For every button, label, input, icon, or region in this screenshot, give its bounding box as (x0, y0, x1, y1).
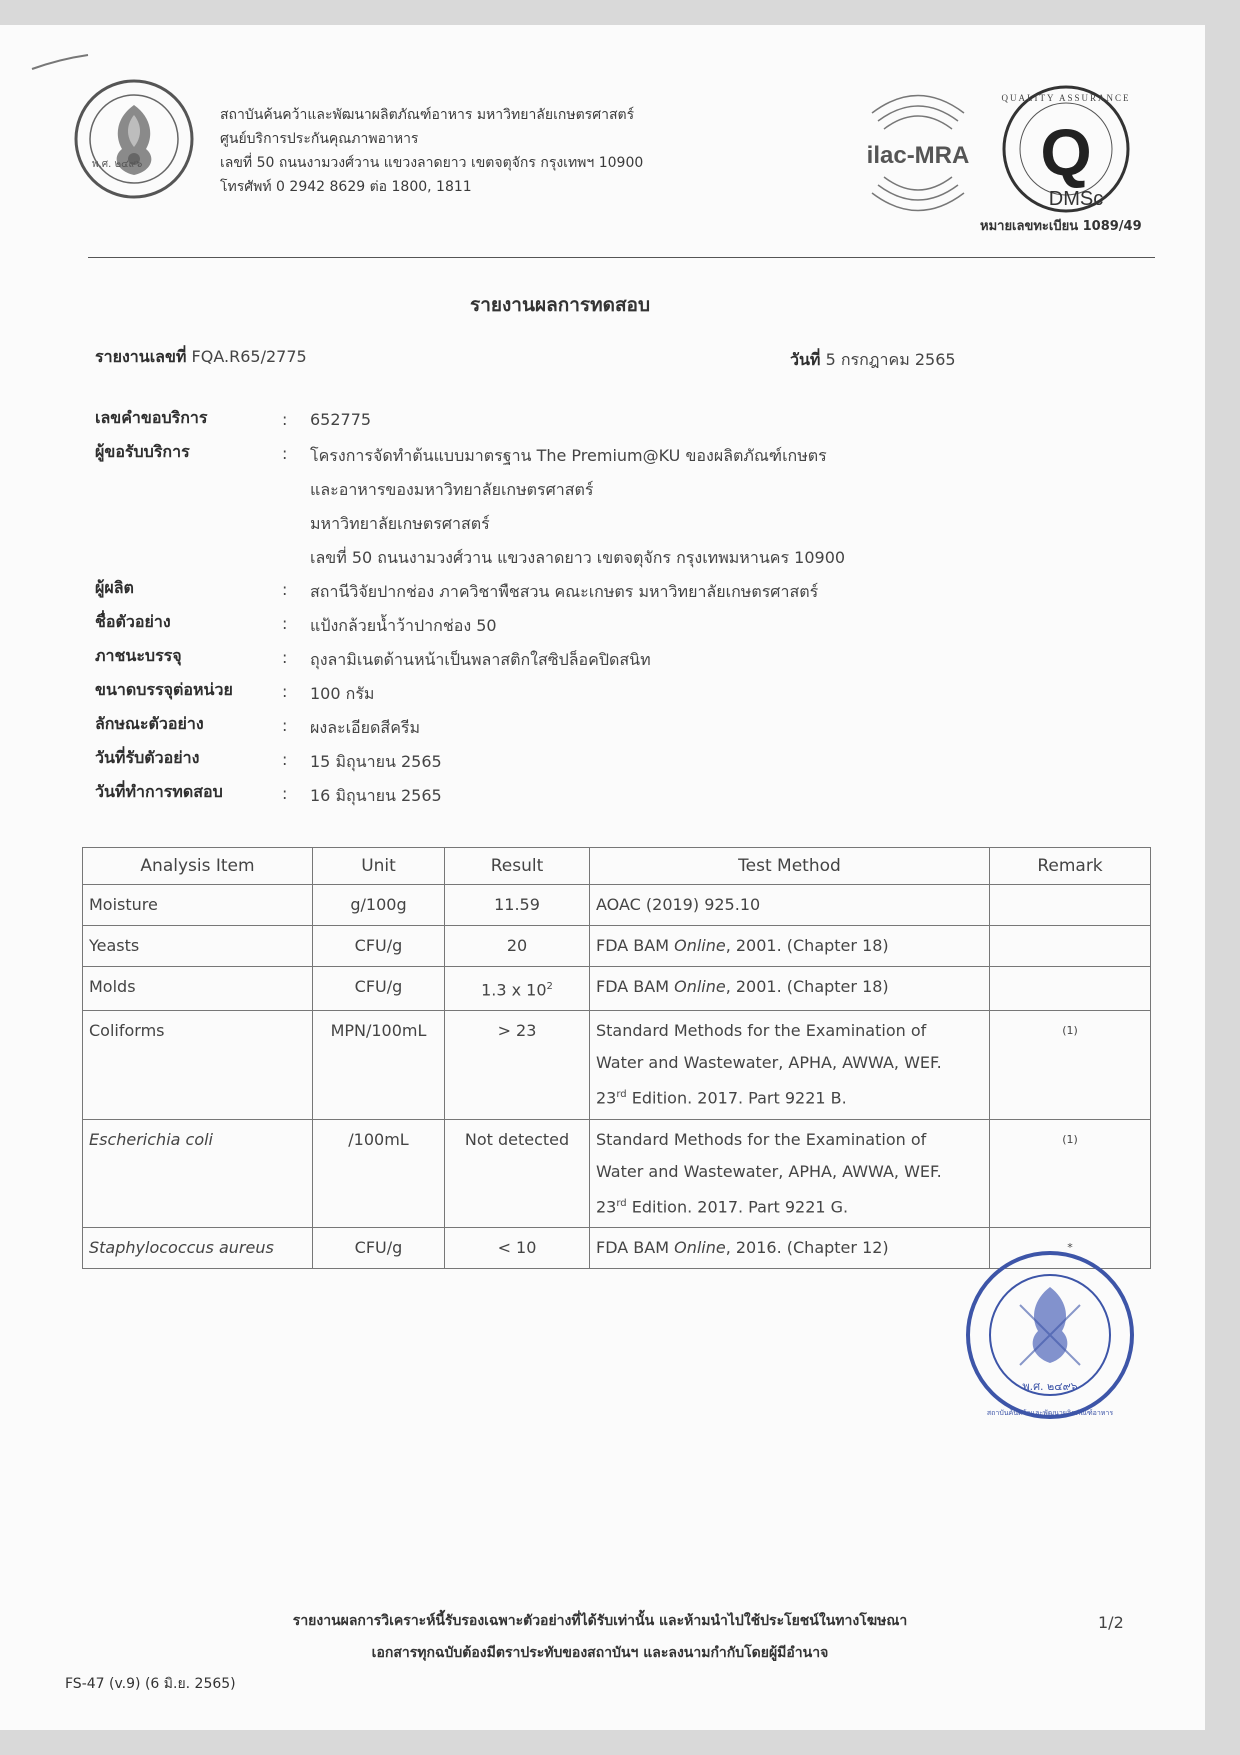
table-row (83, 926, 1151, 967)
producer-label: ผู้ผลิต (95, 578, 134, 597)
colon: : (282, 648, 288, 667)
qa-dmsc: DMSc (1048, 188, 1104, 210)
quality-assurance-logo-icon (996, 77, 1136, 227)
cell-method: FDA BAM Online, 2001. (Chapter 18) (590, 926, 990, 967)
report-date-value: 5 กรกฎาคม 2565 (825, 350, 956, 369)
cell-method: FDA BAM Online, 2016. (Chapter 12) (590, 1227, 990, 1268)
header-unit: Unit (313, 848, 445, 885)
cell-unit: CFU/g (313, 926, 445, 967)
received-date-label: วันที่รับตัวอย่าง (95, 748, 200, 767)
header-divider (88, 257, 1155, 258)
university-seal-icon (72, 77, 197, 202)
header-test-method: Test Method (590, 848, 990, 885)
cell-result: > 23 (445, 1011, 590, 1119)
colon: : (282, 444, 288, 463)
report-title: รายงานผลการทดสอบ (470, 294, 651, 316)
cell-remark (990, 926, 1151, 967)
client-line-3: มหาวิทยาลัยเกษตรศาสตร์ (310, 514, 490, 533)
sample-name-label: ชื่อตัวอย่าง (95, 612, 171, 631)
cell-unit: MPN/100mL (313, 1011, 445, 1119)
cell-method: Standard Methods for the Examination of Water and Wastewater, APHA, AWWA, WEF. 23rd Edition. 2017. Part 9221 G. (590, 1119, 990, 1227)
registration-number: หมายเลขทะเบียน 1089/49 (980, 219, 1142, 234)
client-line-1: โครงการจัดทำต้นแบบมาตรฐาน The Premium@KU ของผลิตภัณฑ์เกษตร (310, 446, 827, 465)
test-date-label: วันที่ทำการทดสอบ (95, 782, 223, 801)
cell-item: Staphylococcus aureus (83, 1227, 313, 1268)
institution-stamp-icon (960, 1245, 1140, 1425)
cell-unit: /100mL (313, 1119, 445, 1227)
appearance-label: ลักษณะตัวอย่าง (95, 714, 204, 733)
cell-method: AOAC (2019) 925.10 (590, 885, 990, 926)
report-date-label: วันที่ (790, 350, 821, 369)
sample-name-value: แป้งกล้วยน้ำว้าปากช่อง 50 (310, 616, 497, 635)
size-value: 100 กรัม (310, 684, 375, 703)
header-result: Result (445, 848, 590, 885)
colon: : (282, 614, 288, 633)
stamp-year: พ.ศ. ๒๔๙๖ (1022, 1380, 1078, 1393)
colon: : (282, 682, 288, 701)
cell-result: 1.3 x $10^2$ (445, 967, 590, 1011)
cell-item: Yeasts (83, 926, 313, 967)
report-number-label: รายงานเลขที่ (95, 347, 187, 366)
org-info (220, 103, 643, 199)
org-division: ศูนย์บริการประกันคุณภาพอาหาร (220, 131, 419, 147)
cell-remark: (1) (990, 1011, 1151, 1119)
footer-note-line-2: เอกสารทุกฉบับต้องมีตราประทับของสถาบันฯ และลงนามกำกับโดยผู้มีอำนาจ (371, 1645, 829, 1661)
colon: : (282, 716, 288, 735)
table-row (83, 1119, 1151, 1227)
qa-ring-text: QUALITY ASSURANCE (1001, 93, 1131, 103)
cell-remark: (1) (990, 1119, 1151, 1227)
results-table (82, 847, 1151, 1269)
appearance-value: ผงละเอียดสีครีม (310, 718, 421, 737)
cell-remark (990, 967, 1151, 1011)
report-date (790, 348, 956, 373)
client-line-2: และอาหารของมหาวิทยาลัยเกษตรศาสตร์ (310, 480, 594, 499)
package-label: ภาชนะบรรจุ (95, 646, 182, 665)
cell-item: Molds (83, 967, 313, 1011)
cell-result: 20 (445, 926, 590, 967)
cell-method: Standard Methods for the Examination of Water and Wastewater, APHA, AWWA, WEF. 23rd Edition. 2017. Part 9221 B. (590, 1011, 990, 1119)
org-phone: โทรศัพท์ 0 2942 8629 ต่อ 1800, 1811 (220, 179, 472, 195)
org-address: เลขที่ 50 ถนนงามวงศ์วาน แขวงลาดยาว เขตจตุจักร กรุงเทพฯ 10900 (220, 155, 644, 171)
cell-method: FDA BAM Online, 2001. (Chapter 18) (590, 967, 990, 1011)
header-remark: Remark (990, 848, 1151, 885)
document-page (0, 25, 1205, 1730)
qa-letter: Q (1040, 115, 1092, 189)
cell-unit: g/100g (313, 885, 445, 926)
pen-mark-icon (30, 53, 90, 73)
cell-result: Not detected (445, 1119, 590, 1227)
table-row (83, 1011, 1151, 1119)
ilac-mra-logo-icon (852, 83, 984, 223)
package-value: ถุงลามิเนตด้านหน้าเป็นพลาสติกใสซิปล็อคปิดสนิท (310, 650, 651, 669)
cell-unit: CFU/g (313, 967, 445, 1011)
cell-unit: CFU/g (313, 1227, 445, 1268)
report-number-value: FQA.R65/2775 (191, 347, 307, 366)
received-date-value: 15 มิถุนายน 2565 (310, 752, 442, 771)
cell-item: Escherichia coli (83, 1119, 313, 1227)
cell-remark: * (990, 1227, 1151, 1268)
test-date-value: 16 มิถุนายน 2565 (310, 786, 442, 805)
stamp-text: สถาบันค้นคว้าและพัฒนาผลิตภัณฑ์อาหาร (986, 1409, 1114, 1417)
table-header-row (83, 848, 1151, 885)
cell-remark (990, 885, 1151, 926)
colon: : (282, 580, 288, 599)
client-label: ผู้ขอรับบริการ (95, 442, 190, 461)
header-analysis-item: Analysis Item (83, 848, 313, 885)
table-row (83, 967, 1151, 1011)
seal-year: พ.ศ. ๒๔๙๖ (92, 159, 143, 170)
cell-result: < 10 (445, 1227, 590, 1268)
cell-item: Moisture (83, 885, 313, 926)
cell-item: Coliforms (83, 1011, 313, 1119)
page-number: 1/2 (1098, 1613, 1124, 1632)
size-label: ขนาดบรรจุต่อหน่วย (95, 680, 233, 699)
colon: : (282, 784, 288, 803)
client-line-4: เลขที่ 50 ถนนงามวงศ์วาน แขวงลาดยาว เขตจตุจักร กรุงเทพมหานคร 10900 (310, 548, 846, 567)
service-no-label: เลขคำขอบริการ (95, 408, 208, 427)
colon: : (282, 750, 288, 769)
cell-result: 11.59 (445, 885, 590, 926)
org-name: สถาบันค้นคว้าและพัฒนาผลิตภัณฑ์อาหาร มหาวิทยาลัยเกษตรศาสตร์ (220, 107, 635, 123)
colon: : (282, 410, 288, 429)
ilac-text: ilac-MRA (866, 142, 970, 169)
report-number (95, 345, 307, 370)
producer-value: สถานีวิจัยปากช่อง ภาควิชาพืชสวน คณะเกษตร มหาวิทยาลัยเกษตรศาสตร์ (310, 582, 819, 601)
form-code: FS-47 (v.9) (6 มิ.ย. 2565) (65, 1676, 236, 1692)
table-row (83, 885, 1151, 926)
footer-note-line-1: รายงานผลการวิเคราะห์นี้รับรองเฉพาะตัวอย่างที่ได้รับเท่านั้น และห้ามนำไปใช้ประโยชน์ในทางโฆษณา (292, 1613, 908, 1629)
service-no-value: 652775 (310, 410, 372, 429)
